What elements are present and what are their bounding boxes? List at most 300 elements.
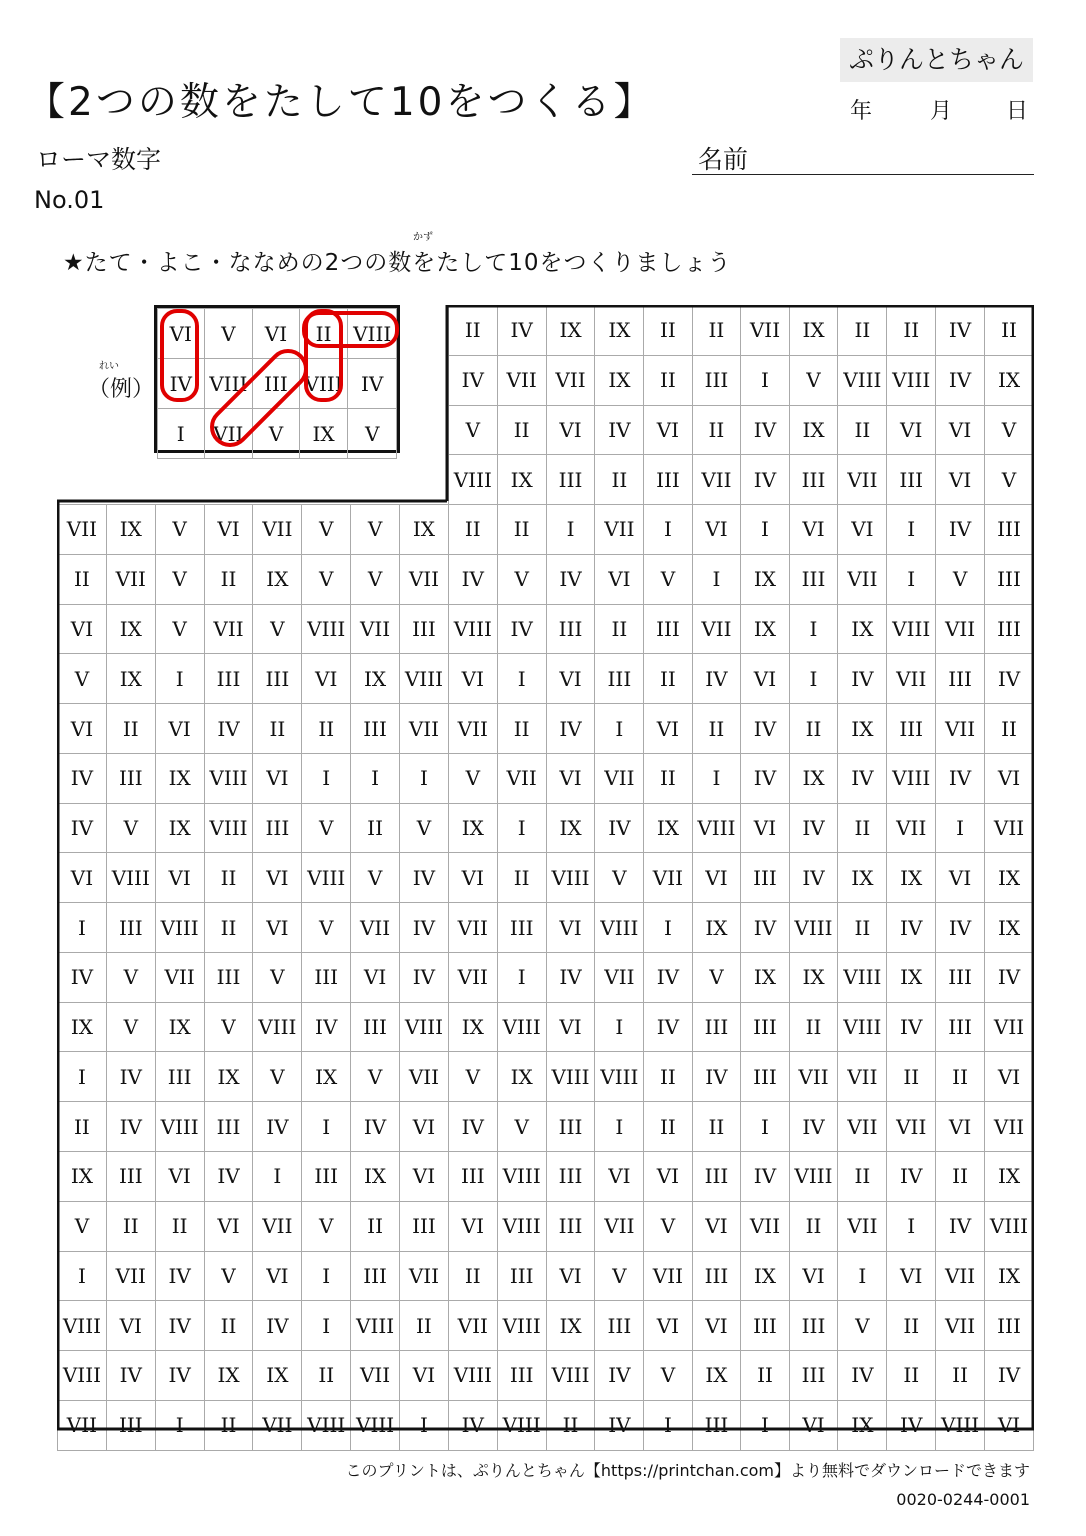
grid-cell[interactable]: VII [204,604,253,654]
grid-cell[interactable]: VII [595,505,644,555]
grid-cell[interactable]: II [644,654,692,704]
grid-cell[interactable]: VII [400,1251,449,1301]
grid-cell[interactable]: IV [789,1102,838,1152]
grid-cell[interactable]: VIII [58,1351,107,1401]
grid-cell[interactable]: VII [106,554,155,604]
grid-cell[interactable]: IV [838,1351,887,1401]
grid-cell[interactable]: IX [789,405,838,455]
grid-cell[interactable]: IV [253,1102,302,1152]
grid-cell[interactable]: IX [351,654,400,704]
grid-cell[interactable]: III [106,1152,155,1202]
grid-cell[interactable]: IV [546,952,595,1002]
grid-cell[interactable]: IX [448,803,497,853]
grid-cell[interactable]: VI [546,1002,595,1052]
grid-cell[interactable]: IX [741,1251,789,1301]
grid-cell[interactable]: VI [253,853,302,903]
grid-cell[interactable]: VII [936,1251,985,1301]
grid-cell[interactable]: IX [692,903,741,953]
grid-cell[interactable]: VII [838,455,887,505]
grid-cell[interactable]: IV [741,903,789,953]
grid-cell[interactable]: II [644,753,692,803]
grid-cell[interactable]: VI [253,753,302,803]
grid-cell[interactable]: VI [692,853,741,903]
grid-cell[interactable]: V [155,554,204,604]
grid-cell[interactable]: IV [887,903,936,953]
grid-cell[interactable]: III [644,604,692,654]
grid-cell[interactable]: II [692,1102,741,1152]
grid-cell[interactable]: V [253,1052,302,1102]
grid-cell[interactable]: VI [155,1152,204,1202]
grid-cell[interactable]: IX [789,306,838,356]
grid-cell[interactable]: III [692,355,741,405]
grid-cell[interactable]: IV [741,1152,789,1202]
grid-cell[interactable]: VII [985,1102,1034,1152]
grid-cell[interactable]: VIII [351,1301,400,1351]
grid-cell[interactable]: VII [838,1201,887,1251]
grid-cell[interactable]: VIII [497,1400,546,1450]
grid-cell[interactable]: I [936,803,985,853]
grid-cell[interactable]: I [351,753,400,803]
grid-cell[interactable]: VI [155,704,204,754]
grid-cell[interactable]: VIII [351,1400,400,1450]
grid-cell[interactable]: IV [595,1400,644,1450]
grid-cell[interactable]: VII [887,1102,936,1152]
grid-cell[interactable]: IV [595,1351,644,1401]
grid-cell[interactable]: IX [106,505,155,555]
grid-cell[interactable]: V [302,1201,351,1251]
grid-cell[interactable]: VII [448,903,497,953]
grid-cell[interactable]: V [58,654,107,704]
grid-cell[interactable]: VIII [58,1301,107,1351]
grid-cell[interactable]: VIII [546,853,595,903]
grid-cell[interactable]: I [644,1400,692,1450]
grid-cell[interactable]: V [985,405,1034,455]
grid-cell[interactable]: IX [351,1152,400,1202]
grid-cell[interactable]: V [448,405,497,455]
grid-cell[interactable]: II [887,306,936,356]
grid-cell[interactable]: II [351,1201,400,1251]
grid-cell[interactable]: VIII [789,1152,838,1202]
grid-cell[interactable]: III [546,1102,595,1152]
grid-cell[interactable]: V [302,803,351,853]
grid-cell[interactable]: VII [448,704,497,754]
grid-cell[interactable]: IV [204,704,253,754]
grid-cell[interactable]: II [838,903,887,953]
grid-cell[interactable]: II [838,1152,887,1202]
grid-cell[interactable]: VI [546,405,595,455]
grid-cell[interactable]: III [497,903,546,953]
grid-cell[interactable]: IV [985,654,1034,704]
grid-cell[interactable]: I [302,1301,351,1351]
grid-cell[interactable]: III [644,455,692,505]
grid-cell[interactable]: VII [789,1052,838,1102]
grid-cell[interactable]: V [204,1251,253,1301]
grid-cell[interactable]: IV [302,1002,351,1052]
grid-cell[interactable]: VI [985,1052,1034,1102]
grid-cell[interactable]: VIII [887,355,936,405]
grid-cell[interactable]: IV [497,604,546,654]
grid-cell[interactable]: III [789,1351,838,1401]
grid-cell[interactable]: VI [351,952,400,1002]
grid-cell[interactable]: IV [644,1002,692,1052]
grid-cell[interactable]: V [58,1201,107,1251]
grid-cell[interactable]: V [448,753,497,803]
grid-cell[interactable]: IX [253,554,302,604]
grid-cell[interactable]: IX [838,1400,887,1450]
grid-cell[interactable]: IX [546,803,595,853]
grid-cell[interactable]: IV [448,554,497,604]
grid-cell[interactable]: II [497,704,546,754]
grid-cell[interactable]: I [58,1251,107,1301]
grid-cell[interactable]: I [302,753,351,803]
grid-cell[interactable]: IV [887,1400,936,1450]
grid-cell[interactable]: IV [400,952,449,1002]
grid-cell[interactable]: I [789,654,838,704]
grid-cell[interactable]: III [448,1152,497,1202]
grid-cell[interactable]: IV [985,1351,1034,1401]
grid-cell[interactable]: V [302,903,351,953]
grid-cell[interactable]: IV [58,803,107,853]
grid-cell[interactable]: II [644,355,692,405]
grid-cell[interactable]: VII [936,604,985,654]
grid-cell[interactable]: VIII [302,1400,351,1450]
grid-cell[interactable]: VII [741,306,789,356]
grid-cell[interactable]: VIII [497,1002,546,1052]
grid-cell[interactable]: III [497,1251,546,1301]
grid-cell[interactable]: II [985,704,1034,754]
grid-cell[interactable]: VIII [204,753,253,803]
grid-cell[interactable]: VIII [546,1052,595,1102]
grid-cell[interactable]: VI [302,654,351,704]
grid-cell[interactable]: I [58,1052,107,1102]
grid-cell[interactable]: III [985,604,1034,654]
grid-cell[interactable]: IX [253,1351,302,1401]
grid-cell[interactable]: III [253,654,302,704]
grid-cell[interactable]: II [497,505,546,555]
grid-cell[interactable]: IX [985,853,1034,903]
grid-cell[interactable]: III [741,853,789,903]
grid-cell[interactable]: VIII [595,903,644,953]
grid-cell[interactable]: III [595,654,644,704]
grid-cell[interactable]: II [936,1152,985,1202]
grid-cell[interactable]: II [838,306,887,356]
grid-cell[interactable]: III [351,1002,400,1052]
grid-cell[interactable]: I [741,355,789,405]
grid-cell[interactable]: II [497,853,546,903]
grid-cell[interactable]: V [400,803,449,853]
grid-cell[interactable]: II [741,1351,789,1401]
grid-cell[interactable]: III [789,1301,838,1351]
grid-cell[interactable]: III [692,1152,741,1202]
grid-cell[interactable]: V [351,853,400,903]
grid-cell[interactable]: IV [838,654,887,704]
grid-cell[interactable]: VII [400,704,449,754]
grid-cell[interactable]: IV [887,1152,936,1202]
grid-cell[interactable]: V [644,1201,692,1251]
grid-cell[interactable]: IX [302,1052,351,1102]
grid-cell[interactable]: III [936,952,985,1002]
grid-cell[interactable]: IX [497,455,546,505]
grid-cell[interactable]: IX [741,604,789,654]
grid-cell[interactable]: VII [58,1400,107,1450]
grid-cell[interactable]: II [887,1301,936,1351]
grid-cell[interactable]: VIII [497,1201,546,1251]
grid-cell[interactable]: VIII [106,853,155,903]
grid-cell[interactable]: IV [351,1102,400,1152]
grid-cell[interactable]: VI [546,753,595,803]
grid-cell[interactable]: III [887,455,936,505]
grid-cell[interactable]: IX [985,1152,1034,1202]
grid-cell[interactable]: IX [58,1002,107,1052]
grid-cell[interactable]: V [838,1301,887,1351]
grid-cell[interactable]: V [253,604,302,654]
grid-cell[interactable]: IV [155,1351,204,1401]
grid-cell[interactable]: IX [789,753,838,803]
grid-cell[interactable]: I [595,1002,644,1052]
grid-cell[interactable]: VII [644,1251,692,1301]
grid-cell[interactable]: VI [985,1400,1034,1450]
grid-cell[interactable]: III [546,455,595,505]
grid-cell[interactable]: III [985,505,1034,555]
grid-cell[interactable]: V [106,803,155,853]
grid-cell[interactable]: I [497,952,546,1002]
grid-cell[interactable]: VIII [595,1052,644,1102]
grid-cell[interactable]: IX [644,803,692,853]
grid-cell[interactable]: IV [644,952,692,1002]
grid-cell[interactable]: VII [448,952,497,1002]
grid-cell[interactable]: VI [58,704,107,754]
grid-cell[interactable]: IV [692,654,741,704]
grid-cell[interactable]: III [985,1301,1034,1351]
grid-cell[interactable]: VI [106,1301,155,1351]
grid-cell[interactable]: IV [400,903,449,953]
grid-cell[interactable]: III [302,1152,351,1202]
grid-cell[interactable]: IV [448,355,497,405]
grid-cell[interactable]: VII [351,903,400,953]
grid-cell[interactable]: II [58,1102,107,1152]
grid-cell[interactable]: III [595,1301,644,1351]
grid-cell[interactable]: I [497,803,546,853]
grid-cell[interactable]: III [741,1002,789,1052]
grid-cell[interactable]: III [302,952,351,1002]
grid-cell[interactable]: IV [546,704,595,754]
grid-cell[interactable]: II [204,853,253,903]
grid-cell[interactable]: II [692,704,741,754]
grid-cell[interactable]: I [595,704,644,754]
grid-cell[interactable]: VI [595,1152,644,1202]
grid-cell[interactable]: VI [789,1251,838,1301]
grid-cell[interactable]: IV [58,952,107,1002]
grid-cell[interactable]: I [302,1102,351,1152]
grid-cell[interactable]: II [546,1400,595,1450]
grid-cell[interactable]: V [155,604,204,654]
grid-cell[interactable]: V [644,554,692,604]
grid-cell[interactable]: II [692,405,741,455]
grid-cell[interactable]: II [204,903,253,953]
grid-cell[interactable]: VII [106,1251,155,1301]
grid-cell[interactable]: VII [595,1201,644,1251]
grid-cell[interactable]: IX [204,1351,253,1401]
grid-cell[interactable]: I [887,505,936,555]
grid-cell[interactable]: V [497,554,546,604]
grid-cell[interactable]: IV [106,1351,155,1401]
grid-cell[interactable]: VII [887,654,936,704]
grid-cell[interactable]: II [789,1201,838,1251]
grid-cell[interactable]: V [692,952,741,1002]
grid-cell[interactable]: III [106,1400,155,1450]
grid-cell[interactable]: II [253,704,302,754]
grid-cell[interactable]: VI [741,654,789,704]
grid-cell[interactable]: VII [155,952,204,1002]
grid-cell[interactable]: I [400,1400,449,1450]
grid-cell[interactable]: IX [741,952,789,1002]
grid-cell[interactable]: I [155,1400,204,1450]
grid-cell[interactable]: VIII [546,1351,595,1401]
grid-cell[interactable]: III [692,1002,741,1052]
grid-cell[interactable]: VI [546,1251,595,1301]
grid-cell[interactable]: II [936,1052,985,1102]
grid-cell[interactable]: VII [595,952,644,1002]
grid-cell[interactable]: VII [644,853,692,903]
grid-cell[interactable]: VI [692,1301,741,1351]
grid-cell[interactable]: VI [448,1201,497,1251]
grid-cell[interactable]: VII [253,1400,302,1450]
grid-cell[interactable]: II [644,1052,692,1102]
grid-cell[interactable]: III [936,654,985,704]
grid-cell[interactable]: VIII [692,803,741,853]
name-field-line[interactable] [692,174,1034,175]
grid-cell[interactable]: VIII [838,952,887,1002]
grid-cell[interactable]: VI [887,1251,936,1301]
grid-cell[interactable]: I [644,903,692,953]
grid-cell[interactable]: VIII [497,1152,546,1202]
grid-cell[interactable]: III [204,952,253,1002]
grid-cell[interactable]: II [155,1201,204,1251]
grid-cell[interactable]: VII [497,753,546,803]
grid-cell[interactable]: III [741,1052,789,1102]
grid-cell[interactable]: I [253,1152,302,1202]
grid-cell[interactable]: II [204,1400,253,1450]
grid-cell[interactable]: VII [692,604,741,654]
grid-cell[interactable]: II [789,1002,838,1052]
grid-cell[interactable]: VI [644,704,692,754]
grid-cell[interactable]: VI [253,903,302,953]
grid-cell[interactable]: III [741,1301,789,1351]
grid-cell[interactable]: VI [692,1201,741,1251]
grid-cell[interactable]: VIII [253,1002,302,1052]
grid-cell[interactable]: I [595,1102,644,1152]
grid-cell[interactable]: III [400,604,449,654]
grid-cell[interactable]: VII [838,1052,887,1102]
grid-cell[interactable]: VIII [448,604,497,654]
grid-cell[interactable]: VI [400,1351,449,1401]
grid-cell[interactable]: III [204,1102,253,1152]
grid-cell[interactable]: IV [838,753,887,803]
grid-cell[interactable]: VII [400,1052,449,1102]
grid-cell[interactable]: VII [351,1351,400,1401]
grid-cell[interactable]: IV [936,753,985,803]
grid-cell[interactable]: VIII [985,1201,1034,1251]
grid-cell[interactable]: VI [204,1201,253,1251]
grid-cell[interactable]: IX [887,853,936,903]
grid-cell[interactable]: III [692,1400,741,1450]
grid-cell[interactable]: IX [106,654,155,704]
grid-cell[interactable]: IX [741,554,789,604]
grid-cell[interactable]: IV [692,1052,741,1102]
grid-cell[interactable]: IX [789,952,838,1002]
grid-cell[interactable]: IX [155,803,204,853]
grid-cell[interactable]: I [692,554,741,604]
grid-cell[interactable]: I [497,654,546,704]
grid-cell[interactable]: IX [985,1251,1034,1301]
grid-cell[interactable]: VI [253,1251,302,1301]
grid-cell[interactable]: IV [741,753,789,803]
grid-cell[interactable]: VIII [887,604,936,654]
grid-cell[interactable]: IV [546,554,595,604]
grid-cell[interactable]: VIII [155,903,204,953]
grid-cell[interactable]: IX [595,355,644,405]
grid-cell[interactable]: II [302,1351,351,1401]
grid-cell[interactable]: VI [204,505,253,555]
grid-cell[interactable]: I [644,505,692,555]
grid-cell[interactable]: IV [789,853,838,903]
grid-cell[interactable]: IX [448,1002,497,1052]
grid-cell[interactable]: II [106,704,155,754]
grid-cell[interactable]: III [400,1201,449,1251]
grid-cell[interactable]: VI [936,853,985,903]
grid-cell[interactable]: IV [887,1002,936,1052]
grid-cell[interactable]: VIII [400,654,449,704]
grid-cell[interactable]: VI [887,405,936,455]
grid-cell[interactable]: VII [936,1301,985,1351]
grid-cell[interactable]: V [351,1052,400,1102]
grid-cell[interactable]: IV [253,1301,302,1351]
grid-cell[interactable]: VIII [448,455,497,505]
grid-cell[interactable]: IX [155,753,204,803]
grid-cell[interactable]: V [595,1251,644,1301]
grid-cell[interactable]: VI [789,505,838,555]
grid-cell[interactable]: VI [644,405,692,455]
grid-cell[interactable]: IV [58,753,107,803]
grid-cell[interactable]: VI [936,455,985,505]
grid-cell[interactable]: III [936,1002,985,1052]
grid-cell[interactable]: II [204,1301,253,1351]
grid-cell[interactable]: VI [546,654,595,704]
grid-cell[interactable]: II [448,505,497,555]
grid-cell[interactable]: II [448,306,497,356]
grid-cell[interactable]: IX [838,604,887,654]
grid-cell[interactable]: VII [595,753,644,803]
grid-cell[interactable]: II [692,306,741,356]
grid-cell[interactable]: VIII [400,1002,449,1052]
grid-cell[interactable]: IV [106,1052,155,1102]
grid-cell[interactable]: VI [692,505,741,555]
grid-cell[interactable]: IV [595,803,644,853]
grid-cell[interactable]: IV [106,1102,155,1152]
grid-cell[interactable]: VII [838,1102,887,1152]
grid-cell[interactable]: II [887,1351,936,1401]
grid-cell[interactable]: V [448,1052,497,1102]
grid-cell[interactable]: VI [546,903,595,953]
grid-cell[interactable]: VII [936,704,985,754]
grid-cell[interactable]: II [887,1052,936,1102]
grid-cell[interactable]: IX [838,853,887,903]
grid-cell[interactable]: IX [106,604,155,654]
grid-cell[interactable]: VII [351,604,400,654]
grid-cell[interactable]: III [106,903,155,953]
grid-cell[interactable]: IX [838,704,887,754]
grid-cell[interactable]: VIII [155,1102,204,1152]
